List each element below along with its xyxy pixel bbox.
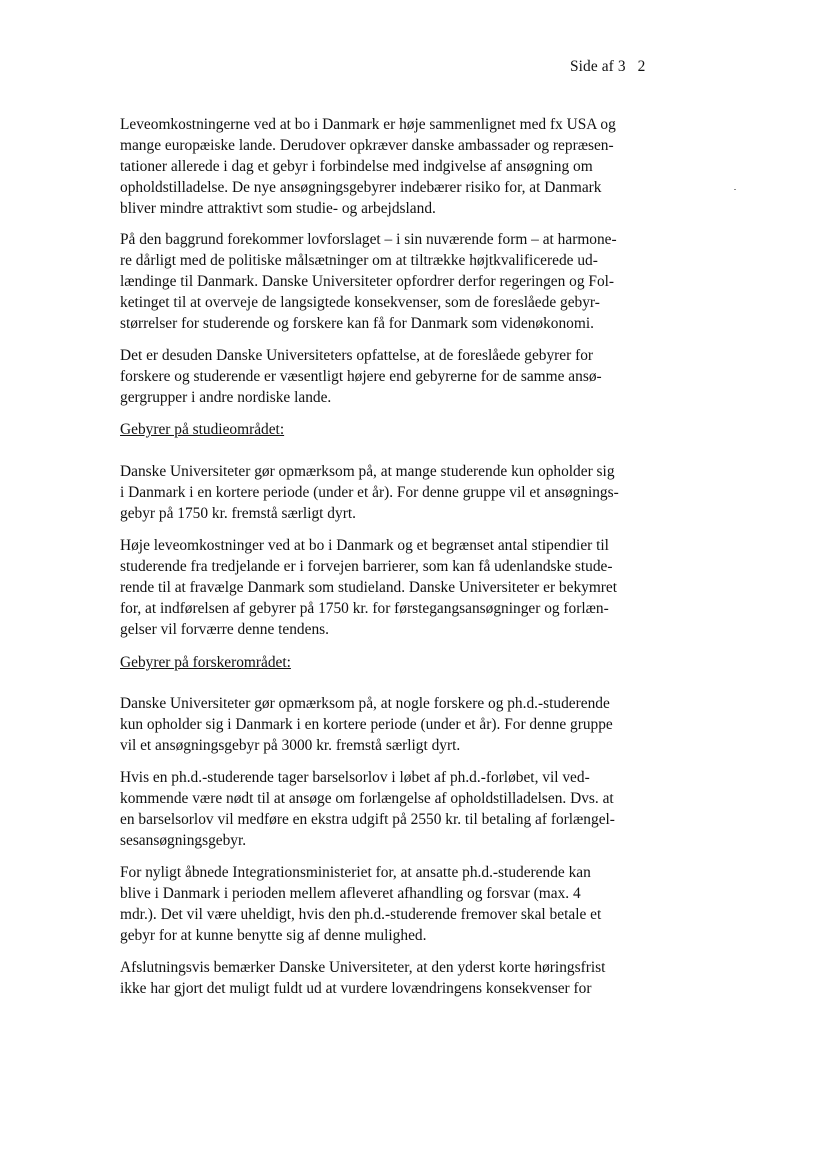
text-line: tationer allerede i dag et gebyr i forbindelse med indgivelse af ansøgning om bbox=[120, 158, 593, 175]
page-label: Side af 3 bbox=[570, 58, 626, 75]
text-line: Danske Universiteter gør opmærksom på, at mange studerende kun opholder sig bbox=[120, 463, 615, 480]
text-line: For nyligt åbnede Integrationsministeriet for, at ansatte ph.d.-studerende kan bbox=[120, 864, 591, 881]
text-line: størrelser for studerende og forskere kan få for Danmark som videnøkonomi. bbox=[120, 315, 594, 332]
text-line: bliver mindre attraktivt som studie- og arbejdsland. bbox=[120, 200, 436, 217]
text-line: for, at indførelsen af gebyrer på 1750 kr. for førstegangsansøgninger og forlæn- bbox=[120, 600, 609, 617]
text-line: gebyr for at kunne benytte sig af denne mulighed. bbox=[120, 927, 427, 944]
text-line: Danske Universiteter gør opmærksom på, at nogle forskere og ph.d.-studerende bbox=[120, 695, 610, 712]
text-line: vil et ansøgningsgebyr på 3000 kr. fremstå særligt dyrt. bbox=[120, 737, 461, 754]
scan-speck bbox=[734, 189, 736, 190]
paragraph-cost-of-living bbox=[120, 114, 680, 219]
paragraph-short-stay-students bbox=[120, 461, 680, 524]
paragraph-conclusion bbox=[120, 957, 680, 999]
text-line: gelser vil forværre denne tendens. bbox=[120, 621, 329, 638]
text-line: kun opholder sig i Danmark i en kortere periode (under et år). For denne gruppe bbox=[120, 716, 613, 733]
text-line: sesansøgningsgebyr. bbox=[120, 832, 247, 849]
heading-research-area bbox=[120, 652, 680, 673]
heading-study-area bbox=[120, 419, 680, 440]
text-line: re dårligt med de politiske målsætninger om at tiltrække højtkvalificerede ud- bbox=[120, 252, 598, 269]
paragraph-short-stay-researchers bbox=[120, 693, 680, 756]
text-line: Leveomkostningerne ved at bo i Danmark er høje sammenlignet med fx USA og bbox=[120, 116, 616, 133]
text-line: Hvis en ph.d.-studerende tager barselsorlov i løbet af ph.d.-forløbet, vil ved- bbox=[120, 769, 590, 786]
text-line: blive i Danmark i perioden mellem afleveret afhandling og forsvar (max. 4 bbox=[120, 885, 581, 902]
page-number: 2 bbox=[637, 58, 646, 75]
text-line: gergrupper i andre nordiske lande. bbox=[120, 389, 332, 406]
page-header bbox=[570, 58, 645, 76]
text-line: kommende være nødt til at ansøge om forlængelse af opholdstilladelsen. Dvs. at bbox=[120, 790, 614, 807]
text-line: Afslutningsvis bemærker Danske Universiteter, at den yderst korte høringsfrist bbox=[120, 959, 606, 976]
text-line: lændinge til Danmark. Danske Universiteter opfordrer derfor regeringen og Fol- bbox=[120, 273, 615, 290]
text-line: studerende fra tredjelande er i forvejen barrierer, som kan få udenlandske stude- bbox=[120, 558, 613, 575]
text-line: gebyr på 1750 kr. fremstå særligt dyrt. bbox=[120, 505, 356, 522]
text-line: Høje leveomkostninger ved at bo i Danmark og et begrænset antal stipendier til bbox=[120, 537, 609, 554]
paragraph-nordic-comparison bbox=[120, 345, 680, 408]
text-line: På den baggrund forekommer lovforslaget – i sin nuværende form – at harmone- bbox=[120, 231, 617, 248]
text-line: Det er desuden Danske Universiteters opfattelse, at de foreslåede gebyrer for bbox=[120, 347, 594, 364]
text-line: en barselsorlov vil medføre en ekstra udgift på 2550 kr. til betaling af forlængel- bbox=[120, 811, 615, 828]
paragraph-thesis-period bbox=[120, 862, 680, 946]
text-line: i Danmark i en kortere periode (under et år). For denne gruppe vil et ansøgnings- bbox=[120, 484, 619, 501]
text-line: rende til at fravælge Danmark som studieland. Danske Universiteter er bekymret bbox=[120, 579, 618, 596]
text-line: ikke har gjort det muligt fuldt ud at vurdere lovændringens konsekvenser for bbox=[120, 980, 592, 997]
text-line: mdr.). Det vil være uheldigt, hvis den ph.d.-studerende fremover skal betale et bbox=[120, 906, 602, 923]
text-line: opholdstilladelse. De nye ansøgningsgebyrer indebærer risiko for, at Danmark bbox=[120, 179, 602, 196]
paragraph-parental-leave bbox=[120, 767, 680, 851]
text-line: ketinget til at overveje de langsigtede konsekvenser, som de foreslåede gebyr- bbox=[120, 294, 600, 311]
text-line: mange europæiske lande. Derudover opkræver danske ambassader og repræsen- bbox=[120, 137, 614, 154]
paragraph-policy-goals bbox=[120, 229, 680, 334]
section-heading: Gebyrer på studieområdet: bbox=[120, 421, 285, 438]
text-line: forskere og studerende er væsentligt højere end gebyrerne for de samme ansø- bbox=[120, 368, 602, 385]
section-heading: Gebyrer på forskerområdet: bbox=[120, 654, 291, 671]
paragraph-barriers bbox=[120, 535, 680, 640]
